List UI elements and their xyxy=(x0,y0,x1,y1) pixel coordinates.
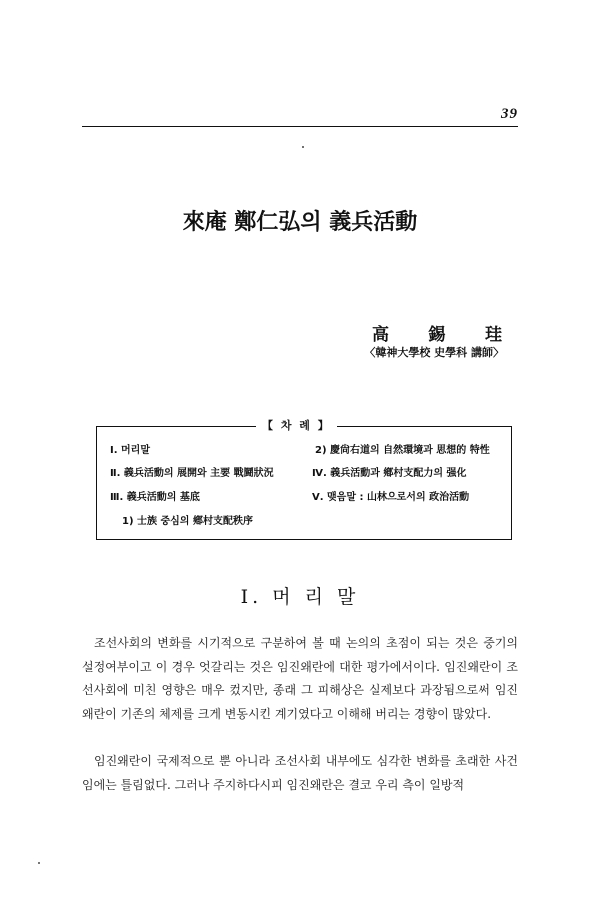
body-paragraph: 임진왜란이 국제적으로 뿐 아니라 조선사회 내부에도 심각한 변화를 초래한 사건임에는 틀림없다. 그러나 주지하다시피 임진왜란은 결코 우리 측이 일방적 xyxy=(82,754,518,792)
author-name xyxy=(372,320,502,345)
toc-legend: 【 차 례 】 xyxy=(256,417,337,433)
toc-item: Ⅳ. 義兵活動과 鄕村支配力의 强化 xyxy=(312,468,467,479)
body-paragraph: 조선사회의 변화를 시기적으로 구분하여 볼 때 논의의 초점이 되는 것은 중기의 설정여부이고 이 경우 엇갈리는 것은 임진왜란에 대한 평가에서이다. 임진왜란이 조선사회에 미친 영향은 매우 컸지만, 종래 그 피해상은 실제보다 과장됨으로써 임진왜란이 기존의 체제를 크게 변동시킨 계기였다고 이해해 버리는 경향이 많았다. xyxy=(82,636,518,721)
toc-item: 2) 慶尙右道의 自然環境과 思想的 特性 xyxy=(315,445,490,456)
header-rule xyxy=(82,126,518,127)
toc-item: Ⅴ. 맺음말 : 山林으로서의 政治活動 xyxy=(312,492,470,503)
toc-item: Ⅱ. 義兵活動의 展開와 主要 戰鬪狀況 xyxy=(110,468,274,479)
toc-item: Ⅲ. 義兵活動의 基底 xyxy=(110,492,200,503)
section-heading: Ⅰ. 머 리 말 xyxy=(240,586,360,608)
author-name-char: 高 xyxy=(372,325,389,345)
speck-mark xyxy=(302,146,304,148)
author-affiliation: 〈韓神大學校 史學科 講師〉 xyxy=(364,346,504,359)
author-name-char: 錫 xyxy=(428,325,446,345)
article-title: 來庵 鄭仁弘의 義兵活動 xyxy=(182,209,418,235)
author-name-char: 珪 xyxy=(485,325,502,345)
page-number: 39 xyxy=(501,106,518,122)
toc-item: Ⅰ. 머리말 xyxy=(110,445,150,456)
speck-mark xyxy=(38,862,40,864)
toc-item: 1) 士族 중심의 鄕村支配秩序 xyxy=(122,516,253,527)
